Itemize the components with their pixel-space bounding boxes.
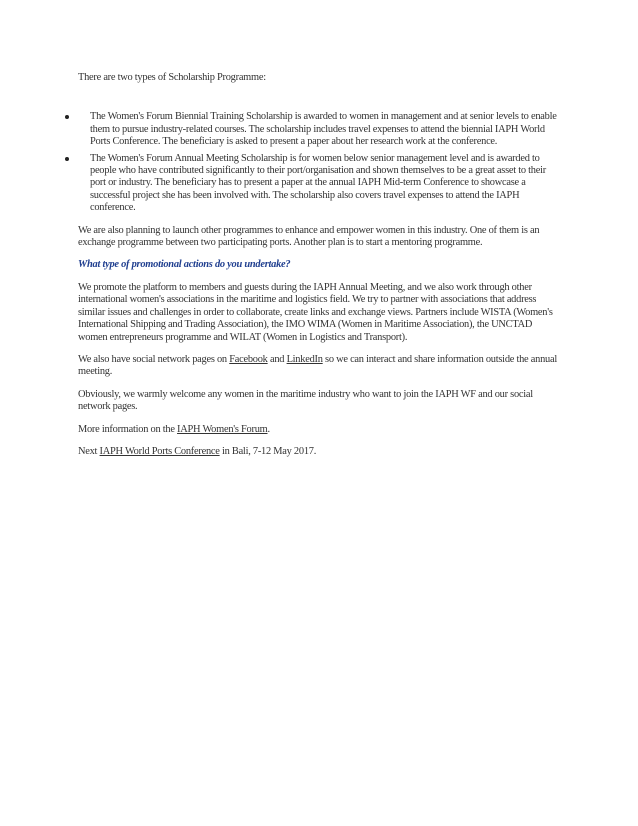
list-item [78, 111, 562, 148]
more-text-after: . [267, 423, 270, 435]
more-text-before: More information on the [78, 423, 178, 435]
social-text-after: so we can interact and share information outside the annual meeting. [78, 353, 557, 378]
linkedin-link[interactable]: LinkedIn [286, 353, 323, 365]
womens-forum-link[interactable]: IAPH Women's Forum [177, 423, 268, 435]
social-paragraph [78, 354, 562, 379]
welcome-paragraph: Obviously, we warmly welcome any women in the maritime industry who want to join the IAPH WF and our social network pages. [78, 388, 533, 413]
plans-paragraph: We are also planning to launch other programmes to enhance and empower women in this industry. One of them is an exchange programme between two participating ports. Another plan is to start a mentoring programme. [78, 224, 540, 249]
social-text-before: We also have social network pages on [78, 353, 230, 365]
promote-paragraph: We promote the platform to members and guests during the IAPH Annual Meeting, and we also work through other international women's associations in the maritime and logistics field. We try to partner with associations that address similar issues and challenges in order to collaborate, create links and exchange views. Partners include WISTA (Women's International Shipping and Trading Association), the IMO WIMA (Women in Maritime Association), the UNCTAD women entrepreneurs programme and WILAT (Women in Logistics and Transport). [78, 281, 553, 343]
next-conference-paragraph [78, 446, 562, 458]
social-text-between: and [267, 353, 287, 365]
next-text-before: Next [78, 445, 100, 457]
next-text-after: in Bali, 7-12 May 2017. [219, 445, 317, 457]
scholarship-list [78, 111, 562, 214]
intro-paragraph: There are two types of Scholarship Programme: [78, 72, 266, 83]
section-heading: What type of promotional actions do you undertake? [78, 259, 291, 271]
bullet-icon [65, 115, 69, 119]
list-item-text: The Women's Forum Annual Meeting Scholarship is for women below senior management level and is awarded to people who have contributed significantly to their port/organisation and shown themselves to be a great asset to their port or industry. The beneficiary has to present a paper at the annual IAPH Mid-term Conference to showcase a successful project she has been involved with. The scholarship also covers travel expenses to attend the IAPH conference. [90, 152, 546, 214]
document-body [78, 72, 562, 458]
list-item-text: The Women's Forum Biennial Training Scholarship is awarded to women in management and at senior levels to enable them to pursue industry-related courses. The scholarship includes travel expenses to attend the biennial IAPH World Ports Conference. The beneficiary is asked to present a paper about her research work at the conference. [90, 111, 557, 148]
list-item [78, 153, 562, 215]
more-info-paragraph [78, 424, 562, 436]
facebook-link[interactable]: Facebook [229, 353, 268, 365]
world-ports-conference-link[interactable]: IAPH World Ports Conference [99, 445, 220, 457]
bullet-icon [65, 157, 69, 161]
